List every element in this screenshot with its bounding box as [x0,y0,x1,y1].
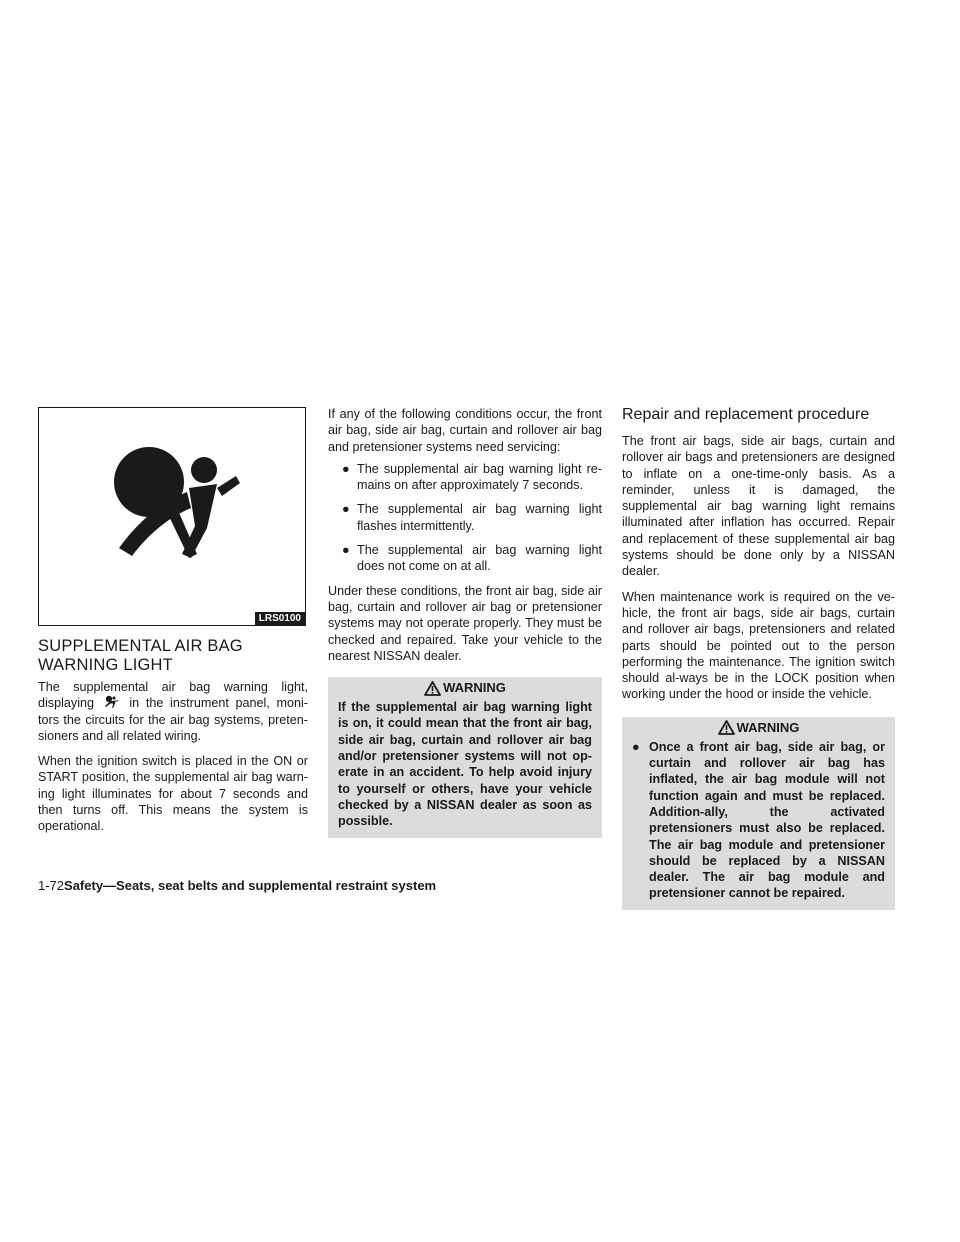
paragraph-text: The supplemental air bag warning light, displaying [38,680,308,711]
warning-header [632,717,885,739]
paragraph: When the ignition switch is placed in the ON or START position, the supplemental air bag warn-ing light illuminates for about 7 seconds and then turns off. This means the system is operational. [38,754,308,834]
figure-label: LRS0100 [255,612,305,625]
section-title-line1: SUPPLEMENTAL AIR BAG [38,637,243,655]
paragraph-text: in the instrument panel, moni-tors the circuits for the air bag systems, preten-sioners and all related wiring. [38,696,309,743]
warning-list [632,739,885,902]
paragraph: If any of the following conditions occur, the front air bag, side air bag, curtain and rollover air bag and pretensioner systems need servicing: [328,407,602,454]
paragraph: When maintenance work is required on the ve-hicle, the front air bags, side air bags, curtain and rollover air bags, pretensioners and related parts should be pointed out to the person performing the maintenance. The ignition switch should al-ways be in the LOCK position when working under the hood or inside the vehicle. [622,589,895,702]
list-item [632,739,885,902]
bullet-list [328,461,602,575]
column-1 [38,679,308,835]
bullet-icon: ● [632,739,640,754]
paragraph [38,679,308,744]
warning-box [622,717,895,910]
subsection-heading: Repair and replacement procedure [622,406,870,423]
warning-header [338,677,592,699]
list-item-text: The supplemental air bag warning light re-mains on after approximately 7 seconds. [357,461,602,493]
column-3 [622,405,895,910]
warning-triangle-icon [424,681,441,696]
bullet-icon: ● [342,543,350,558]
airbag-warning-icon [101,695,123,709]
section-title-line2: WARNING LIGHT [38,656,173,674]
list-item [328,501,602,534]
list-item [328,542,602,575]
paragraph: The front air bags, side air bags, curtain and rollover air bags and pretensioners are designed to inflate on a one-time-only basis. As a reminder, unless it is damaged, the supplemental air bag warning light remains illuminated after inflation has occurred. Repair and replacement of these supplemental air bag systems should be done only by a NISSAN dealer. [622,434,895,579]
airbag-figure [38,407,306,626]
list-item-text: The supplemental air bag warning light does not come on at all. [357,543,602,574]
bullet-icon: ● [342,502,350,517]
airbag-warning-icon [39,408,305,625]
warning-box [328,677,602,837]
page-number: 1-72 [38,878,65,893]
list-item-text: The supplemental air bag warning light flashes intermittently. [357,502,602,533]
warning-title: WARNING [443,680,506,696]
list-item-text: Once a front air bag, side air bag, or curtain and rollover air bag has inflated, the air bag module will not function again and must be replaced. Addition-ally, the activated pretensioners must also be replaced. The air bag module and pretensioner should be replaced by a NISSAN dealer. The air bag module and pretensioner cannot be repaired. [649,739,885,901]
warning-triangle-icon [718,720,735,735]
page-footer [38,877,436,895]
bullet-icon: ● [342,461,350,476]
list-item [328,461,602,494]
paragraph: Under these conditions, the front air bag, side air bag, curtain and rollover air bag or pretensioner systems may not operate properly. They must be checked and repaired. Take your vehicle to the nearest NISSAN dealer. [328,583,602,663]
chapter-title: Safety—Seats, seat belts and supplemental restraint system [64,878,437,893]
warning-title: WARNING [736,719,800,735]
column-2 [328,406,602,838]
section-title [38,637,308,675]
warning-text: If the supplemental air bag warning light is on, it could mean that the front air bag, side air bag, curtain and rollover air bag and/or pretensioner systems will not op-erate in an accident. To help avoid injury to yourself or others, have your vehicle checked by a NISSAN dealer as soon as possible. [338,700,592,829]
